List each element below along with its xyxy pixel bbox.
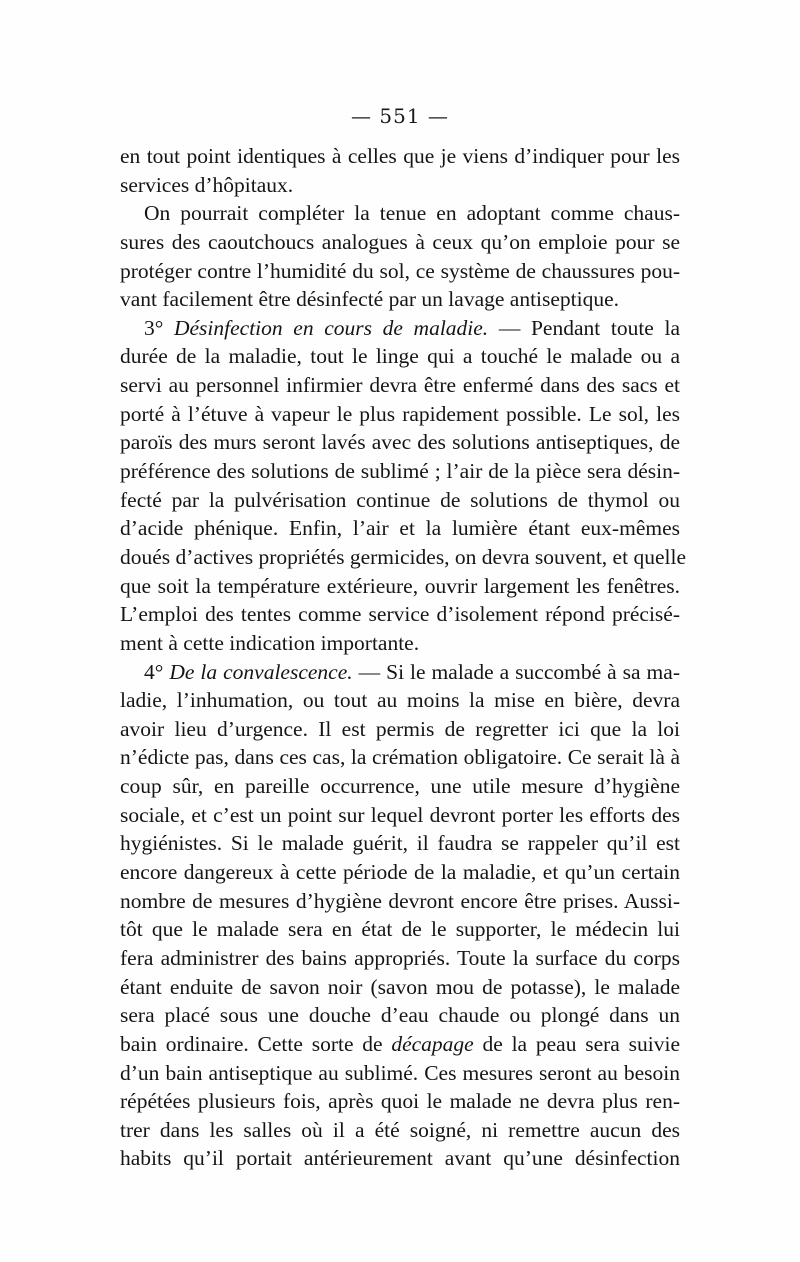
text-segment: 4° [144, 659, 170, 684]
page-number: — 551 — [351, 104, 449, 128]
text-line [120, 1144, 680, 1173]
text-segment: avoir lieu d’urgence. Il est permis de regretter ici que la loi [120, 716, 680, 741]
text-segment: bain ordinaire. Cette sorte de [120, 1031, 392, 1056]
italic-text-segment: Désinfection en cours de maladie. [173, 315, 489, 340]
text-line [120, 829, 680, 858]
text-line [120, 228, 680, 257]
text-line [120, 801, 680, 830]
text-segment: ladie, l’inhumation, ou tout au moins la mise en bière, devra [120, 688, 680, 713]
text-line [120, 1059, 680, 1088]
text-line [120, 887, 680, 916]
text-line [120, 543, 686, 572]
text-segment: encore dangereux à cette période de la maladie, et qu’un certain [120, 860, 680, 885]
text-line [120, 944, 680, 973]
text-line [120, 428, 680, 457]
text-segment: sera placé sous une douche d’eau chaude ou plongé dans un [120, 1003, 680, 1028]
text-segment: vant facilement être désinfecté par un lavage antiseptique. [120, 287, 620, 312]
text-segment: d’acide phénique. Enfin, l’air et la lumière étant eux-mêmes [120, 516, 680, 541]
text-line [120, 686, 680, 715]
text-line [120, 915, 680, 944]
text-line [120, 486, 680, 515]
text-segment: doués d’actives propriétés germicides, on devra souvent, et quelle [120, 544, 686, 569]
text-segment: fera administrer des bains appropriés. Toute la surface du corps [120, 945, 680, 970]
text-segment: trer dans les salles où il a été soigné, ni remettre aucun des [120, 1117, 680, 1142]
text-line [120, 772, 680, 801]
text-segment: coup sûr, en pareille occurrence, une utile mesure d’hygiène [120, 774, 680, 799]
text-line [120, 1001, 680, 1030]
text-segment: — Pendant toute la [488, 315, 680, 340]
text-segment: durée de la maladie, tout le linge qui a touché le malade ou a [120, 344, 680, 369]
text-line [120, 314, 680, 343]
text-segment: sociale, et c’est un point sur lequel devront porter les efforts des [120, 802, 680, 827]
italic-text-segment: De la convalescence. [169, 659, 353, 684]
text-segment: ment à cette indication importante. [120, 630, 420, 655]
text-segment: 3° [144, 315, 174, 340]
text-line [120, 1116, 680, 1145]
text-line [120, 1030, 680, 1059]
text-segment: tôt que le malade sera en état de le supporter, le médecin lui [120, 917, 680, 942]
text-segment: préférence des solutions de sublimé ; l’air de la pièce sera désin- [120, 459, 680, 484]
text-segment: protéger contre l’humidité du sol, ce système de chaussures pou- [120, 258, 680, 283]
text-line [120, 400, 680, 429]
text-line [120, 600, 680, 629]
text-segment: habits qu’il portait antérieurement avant qu’une désinfection [120, 1146, 680, 1171]
text-line [120, 199, 680, 228]
text-line [120, 371, 680, 400]
text-segment: On pourrait compléter la tenue en adoptant comme chaus- [144, 201, 680, 226]
text-segment: étant enduite de savon noir (savon mou de potasse), le malade [120, 974, 680, 999]
text-line [120, 142, 680, 171]
text-segment: que soit la température extérieure, ouvrir largement les fenêtres. [120, 573, 680, 598]
italic-text-segment: décapage [391, 1031, 474, 1056]
text-segment: de la peau sera suivie [473, 1031, 680, 1056]
text-segment: L’emploi des tentes comme service d’isolement répond précisé- [120, 602, 680, 627]
text-line [120, 858, 680, 887]
text-line [120, 457, 680, 486]
text-line [120, 715, 680, 744]
text-line [120, 658, 680, 687]
text-line [120, 973, 680, 1002]
text-line [120, 629, 680, 658]
text-line [120, 514, 680, 543]
text-segment: sures des caoutchoucs analogues à ceux qu’on emploie pour se [120, 229, 680, 254]
text-segment: en tout point identiques à celles que je viens d’indiquer pour les [120, 144, 680, 168]
text-line [120, 572, 680, 601]
text-segment: porté à l’étuve à vapeur le plus rapidement possible. Le sol, les [120, 401, 680, 426]
body-text [120, 142, 686, 1173]
text-line [120, 257, 680, 286]
text-segment: hygiénistes. Si le malade guérit, il faudra se rappeler qu’il est [120, 831, 680, 856]
text-segment: n’édicte pas, dans ces cas, la crémation obligatoire. Ce serait là à [120, 745, 680, 770]
text-segment: d’un bain antiseptique au sublimé. Ces mesures seront au besoin [120, 1060, 680, 1085]
text-line [120, 285, 680, 314]
text-segment: fecté par la pulvérisation continue de solutions de thymol ou [120, 487, 680, 512]
text-line [120, 171, 680, 200]
text-line [120, 1087, 680, 1116]
text-line [120, 342, 680, 371]
text-line [120, 743, 680, 772]
text-segment: nombre de mesures d’hygiène devront encore être prises. Aussi- [120, 888, 680, 913]
text-segment: paroïs des murs seront lavés avec des solutions antiseptiques, de [120, 430, 680, 455]
text-segment: servi au personnel infirmier devra être enfermé dans des sacs et [120, 373, 680, 398]
text-segment: répétées plusieurs fois, après quoi le malade ne devra plus ren- [120, 1089, 680, 1114]
text-segment: — Si le malade a succombé à sa ma- [352, 659, 680, 684]
text-segment: services d’hôpitaux. [120, 172, 294, 197]
